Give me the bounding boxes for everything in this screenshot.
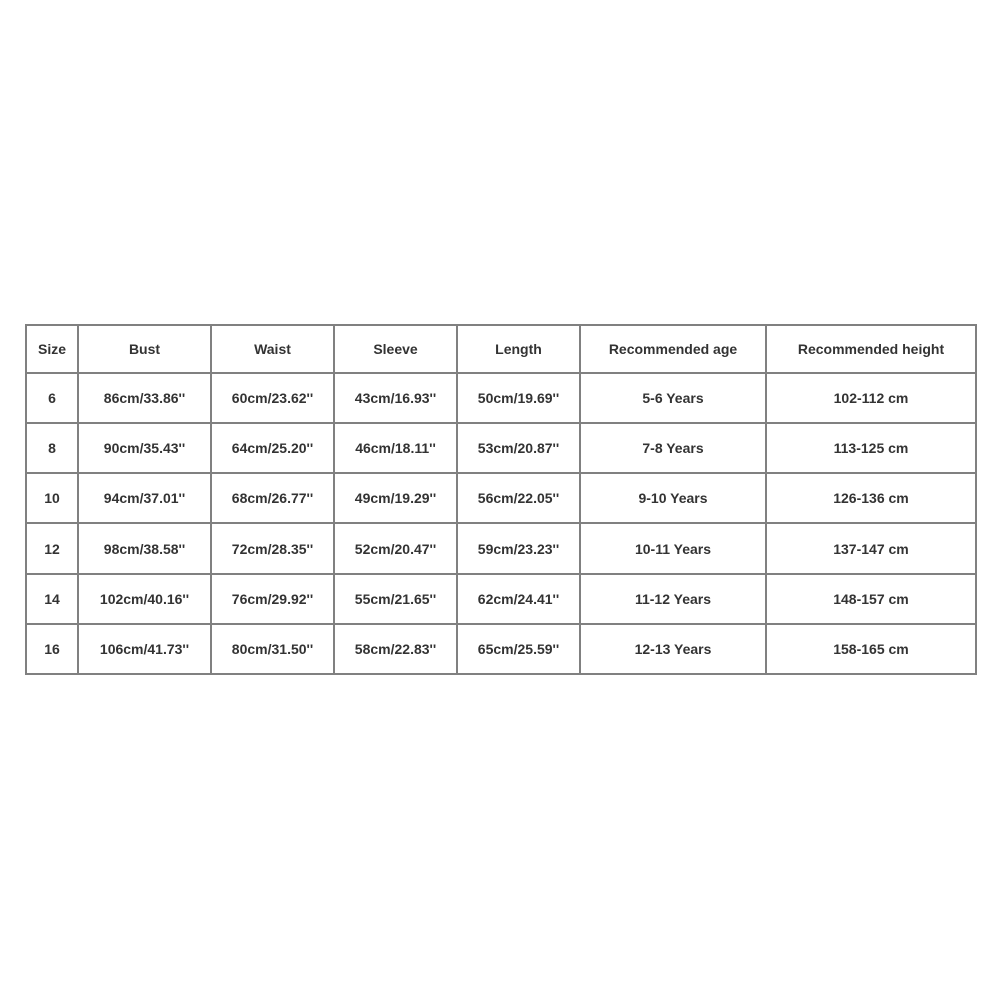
cell-recommended-age: 12-13 Years [580,624,766,674]
cell-bust: 86cm/33.86'' [78,373,211,423]
cell-waist: 64cm/25.20'' [211,423,334,473]
cell-length: 65cm/25.59'' [457,624,580,674]
cell-waist: 80cm/31.50'' [211,624,334,674]
cell-recommended-height: 158-165 cm [766,624,976,674]
cell-recommended-height: 113-125 cm [766,423,976,473]
cell-waist: 76cm/29.92'' [211,574,334,624]
cell-size: 14 [26,574,78,624]
table-row [26,624,976,674]
cell-recommended-age: 5-6 Years [580,373,766,423]
header-length: Length [457,325,580,373]
cell-size: 16 [26,624,78,674]
cell-sleeve: 52cm/20.47'' [334,523,457,573]
cell-sleeve: 46cm/18.11'' [334,423,457,473]
cell-sleeve: 49cm/19.29'' [334,473,457,523]
cell-length: 50cm/19.69'' [457,373,580,423]
table-row [26,373,976,423]
cell-recommended-age: 7-8 Years [580,423,766,473]
header-recommended-height: Recommended height [766,325,976,373]
header-waist: Waist [211,325,334,373]
cell-waist: 68cm/26.77'' [211,473,334,523]
cell-recommended-age: 11-12 Years [580,574,766,624]
table-row [26,423,976,473]
cell-size: 6 [26,373,78,423]
cell-length: 56cm/22.05'' [457,473,580,523]
cell-length: 62cm/24.41'' [457,574,580,624]
cell-length: 59cm/23.23'' [457,523,580,573]
table-row [26,523,976,573]
cell-bust: 106cm/41.73'' [78,624,211,674]
header-bust: Bust [78,325,211,373]
cell-size: 12 [26,523,78,573]
cell-recommended-age: 9-10 Years [580,473,766,523]
cell-sleeve: 58cm/22.83'' [334,624,457,674]
cell-recommended-height: 148-157 cm [766,574,976,624]
cell-sleeve: 55cm/21.65'' [334,574,457,624]
cell-size: 10 [26,473,78,523]
cell-length: 53cm/20.87'' [457,423,580,473]
cell-size: 8 [26,423,78,473]
cell-recommended-age: 10-11 Years [580,523,766,573]
cell-waist: 60cm/23.62'' [211,373,334,423]
cell-bust: 98cm/38.58'' [78,523,211,573]
header-size: Size [26,325,78,373]
size-chart-table [25,324,977,675]
header-sleeve: Sleeve [334,325,457,373]
cell-bust: 94cm/37.01'' [78,473,211,523]
header-recommended-age: Recommended age [580,325,766,373]
table-row [26,574,976,624]
cell-bust: 102cm/40.16'' [78,574,211,624]
table-row [26,473,976,523]
cell-waist: 72cm/28.35'' [211,523,334,573]
cell-recommended-height: 126-136 cm [766,473,976,523]
cell-sleeve: 43cm/16.93'' [334,373,457,423]
cell-bust: 90cm/35.43'' [78,423,211,473]
table-header-row [26,325,976,373]
cell-recommended-height: 137-147 cm [766,523,976,573]
cell-recommended-height: 102-112 cm [766,373,976,423]
